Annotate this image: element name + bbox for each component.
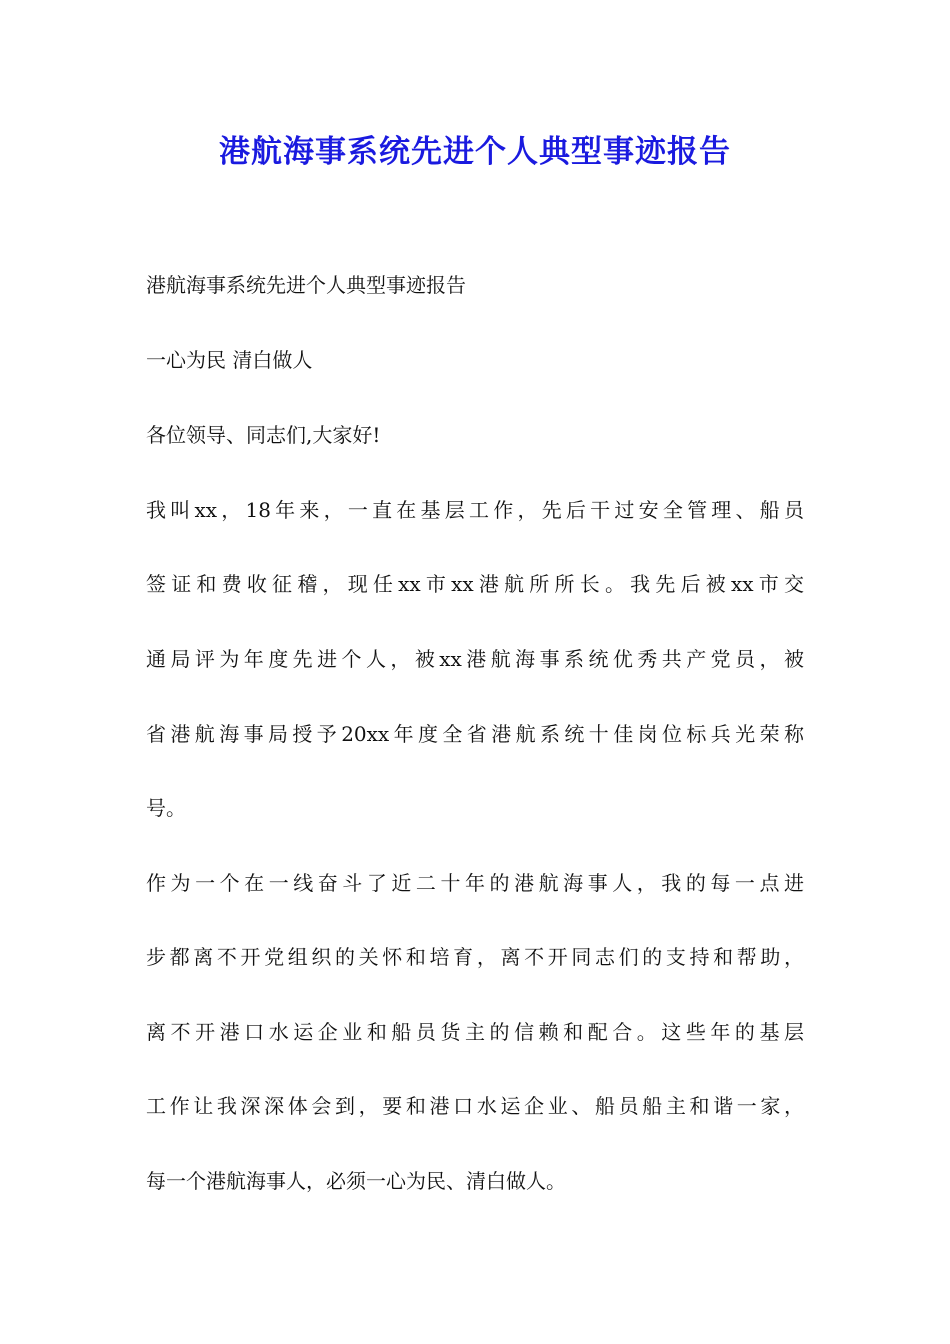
paragraph-1-line-4: 省港航海事局授予20xx年度全省港航系统十佳岗位标兵光荣称 bbox=[146, 722, 804, 746]
document-title: 港航海事系统先进个人典型事迹报告 bbox=[219, 134, 731, 170]
paragraph-2-line-2: 步都离不开党组织的关怀和培育，离不开同志们的支持和帮助， bbox=[146, 945, 804, 969]
paragraph-1-line-2: 签证和费收征稽，现任xx市xx港航所所长。我先后被xx市交 bbox=[146, 572, 804, 596]
paragraph-2-line-1: 作为一个在一线奋斗了近二十年的港航海事人，我的每一点进 bbox=[146, 871, 804, 895]
paragraph-1-line-5: 号。 bbox=[146, 796, 186, 820]
paragraph-2-line-3: 离不开港口水运企业和船员货主的信赖和配合。这些年的基层 bbox=[146, 1020, 804, 1044]
paragraph-1-line-3: 通局评为年度先进个人，被xx港航海事系统优秀共产党员，被 bbox=[146, 647, 804, 671]
paragraph-2-line-4: 工作让我深深体会到，要和港口水运企业、船员船主和谐一家， bbox=[146, 1094, 804, 1118]
subtitle-line: 一心为民 清白做人 bbox=[146, 348, 313, 372]
body-heading-line: 港航海事系统先进个人典型事迹报告 bbox=[146, 273, 466, 297]
paragraph-2-line-5: 每一个港航海事人，必须一心为民、清白做人。 bbox=[146, 1169, 566, 1193]
greeting-line: 各位领导、同志们,大家好! bbox=[146, 423, 381, 447]
paragraph-1-line-1: 我叫xx，18年来，一直在基层工作，先后干过安全管理、船员 bbox=[146, 498, 804, 522]
